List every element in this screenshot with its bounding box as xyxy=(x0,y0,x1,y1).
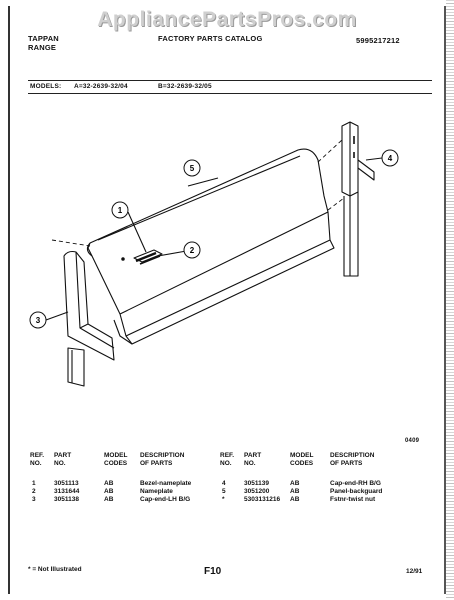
catalog-title: FACTORY PARTS CATALOG xyxy=(158,34,263,43)
model-cell: AB xyxy=(290,480,300,487)
part-cell: 3051139 xyxy=(244,480,269,487)
cap-end-lh-drawing xyxy=(64,252,114,387)
header-rule-bottom xyxy=(28,93,432,94)
col-ref-no-right: REF. NO. xyxy=(220,452,235,467)
col-part-no: PART NO. xyxy=(54,452,72,467)
desc-cell: Bezel-nameplate xyxy=(140,480,192,487)
models-a: A=32-2639-32/04 xyxy=(74,83,128,90)
callout-3 xyxy=(30,312,46,328)
model-cell: AB xyxy=(104,488,114,495)
col-part-no-right: PART NO. xyxy=(244,452,262,467)
panel-backguard-drawing xyxy=(87,149,334,344)
ref-cell: 3 xyxy=(32,496,36,503)
model-cell: AB xyxy=(290,488,300,495)
desc-cell: Nameplate xyxy=(140,488,173,495)
ref-cell: 4 xyxy=(222,480,226,487)
part-cell: 3051138 xyxy=(54,496,79,503)
page-number: F10 xyxy=(204,566,222,577)
diagram-code: 0409 xyxy=(405,438,420,444)
svg-text:5: 5 xyxy=(189,164,195,173)
catalog-number: 5995217212 xyxy=(356,36,400,45)
models-b: B=32-2639-32/05 xyxy=(158,83,212,90)
callout-4 xyxy=(382,150,398,166)
model-cell: AB xyxy=(290,496,300,503)
desc-cell: Panel-backguard xyxy=(330,488,383,495)
backguard-exploded-diagram xyxy=(28,100,438,420)
col-description-right: DESCRIPTION OF PARTS xyxy=(330,452,375,467)
svg-text:3: 3 xyxy=(35,316,41,325)
col-description: DESCRIPTION OF PARTS xyxy=(140,452,185,467)
part-cell: 3131644 xyxy=(54,488,80,495)
col-model-codes-right: MODEL CODES xyxy=(290,452,314,467)
svg-text:4: 4 xyxy=(387,154,393,163)
ref-cell: 5 xyxy=(222,488,226,495)
callout-2 xyxy=(184,242,200,258)
ref-cell: 2 xyxy=(32,488,36,495)
col-model-codes: MODEL CODES xyxy=(104,452,128,467)
desc-cell: Fstnr-twist nut xyxy=(330,496,376,503)
cap-end-rh-drawing xyxy=(342,122,374,276)
callout-1 xyxy=(112,202,128,218)
svg-text:1: 1 xyxy=(117,206,123,215)
header-rule-top xyxy=(28,80,432,81)
watermark: AppliancePartsPros.com xyxy=(97,8,357,31)
ref-cell: * xyxy=(222,496,225,503)
parts-table xyxy=(28,452,432,542)
part-cell: 5303131216 xyxy=(244,496,281,503)
desc-cell: Cap-end-LH B/G xyxy=(140,496,191,503)
brand-line2: RANGE xyxy=(28,43,57,52)
nameplate-drawing xyxy=(122,250,162,264)
desc-cell: Cap-end-RH B/G xyxy=(330,480,381,487)
revision-date: 12/91 xyxy=(406,568,423,575)
scan-edge-noise xyxy=(446,0,454,600)
brand-line1: TAPPAN xyxy=(28,34,59,43)
footer-note: * = Not Illustrated xyxy=(28,566,82,573)
model-cell: AB xyxy=(104,480,114,487)
svg-text:2: 2 xyxy=(189,246,195,255)
part-cell: 3051113 xyxy=(54,480,79,487)
callout-5 xyxy=(184,160,200,176)
model-cell: AB xyxy=(104,496,114,503)
part-cell: 3051200 xyxy=(244,488,270,495)
col-ref-no: REF. NO. xyxy=(30,452,45,467)
models-label: MODELS: xyxy=(30,83,62,90)
ref-cell: 1 xyxy=(32,480,36,487)
